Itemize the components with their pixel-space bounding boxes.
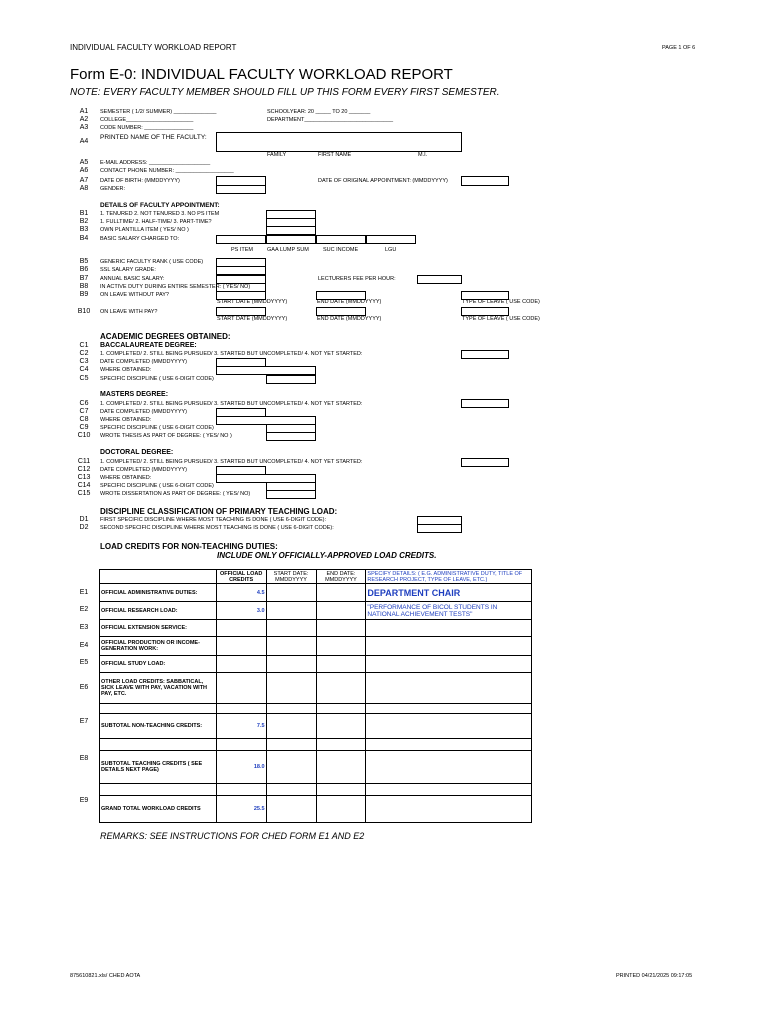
footer-file: 875610821.xls/ CHED AOTA	[70, 973, 141, 979]
department-field[interactable]: DEPARTMENT_____________________________	[267, 117, 394, 123]
load-credits-table	[99, 569, 532, 823]
subtotal-nonteaching-cell[interactable]: 7.5	[216, 714, 266, 739]
other-end-cell[interactable]	[316, 673, 366, 704]
code-b8: B8	[79, 283, 89, 290]
lwop-type-label: TYPE OF LEAVE ( USE CODE)	[462, 299, 540, 305]
code-b9: B9	[79, 291, 89, 298]
masters-discipline-label: SPECIFIC DISCIPLINE ( USE 6-DIGIT CODE)	[100, 425, 214, 431]
extension-end-cell[interactable]	[316, 620, 366, 637]
doctoral-status-label: 1. COMPLETED/ 2. STILL BEING PURSUED/ 3. STARTED BUT UNCOMPLETED/ 4. NOT YET STARTED:	[100, 459, 363, 465]
lwp-start-label: START DATE (MMDDYYYY)	[217, 316, 288, 322]
form-title: Form E-0: INDIVIDUAL FACULTY WORKLOAD REPORT	[70, 66, 453, 83]
code-c12: C12	[77, 466, 91, 473]
plantilla-label: OWN PLANTILLA ITEM ( YES/ NO )	[100, 227, 189, 233]
bacc-status-label: 1. COMPLETED/ 2. STILL BEING PURSUED/ 3. STARTED BUT UNCOMPLETED/ 4. NOT YET STARTED:	[100, 351, 363, 357]
production-credits-cell[interactable]	[216, 637, 266, 656]
rank-label: GENERIC FACULTY RANK ( USE CODE)	[100, 259, 204, 265]
masters-status-label: 1. COMPLETED/ 2. STILL BEING PURSUED/ 3. STARTED BUT UNCOMPLETED/ 4. NOT YET STARTED:	[100, 401, 363, 407]
faculty-name-input[interactable]	[216, 132, 462, 152]
code-c7: C7	[79, 408, 89, 415]
thesis-input[interactable]	[266, 432, 316, 441]
table-corner	[100, 570, 217, 584]
phone-field[interactable]: CONTACT PHONE NUMBER: ___________________	[100, 168, 234, 174]
code-a7: A7	[79, 177, 89, 184]
lwp-end-label: END DATE (MMDDYYYY)	[317, 316, 382, 322]
thesis-label: WROTE THESIS AS PART OF DEGREE: ( YES/ NO )	[100, 433, 232, 439]
appointment-date-label: DATE OF ORIGINAL APPOINTMENT: (MMDDYYYY)	[318, 178, 448, 184]
research-details-cell[interactable]: "PERFORMANCE OF BICOL STUDENTS IN NATIONAL ACHIEVEMENT TESTS"	[366, 602, 532, 620]
footer-printed: PRINTED 04/21/2025 09:17:05	[616, 973, 693, 979]
table-row	[100, 637, 532, 656]
other-credits-cell[interactable]	[216, 673, 266, 704]
code-b2: B2	[79, 218, 89, 225]
extension-start-cell[interactable]	[266, 620, 316, 637]
doctoral-date-label: DATE COMPLETED (MMDDYYYY)	[100, 467, 187, 473]
research-start-cell[interactable]	[266, 602, 316, 620]
production-end-cell[interactable]	[316, 637, 366, 656]
bacc-where-label: WHERE OBTAINED:	[100, 367, 152, 373]
code-e3: E3	[79, 624, 89, 631]
code-a1: A1	[79, 108, 89, 115]
bacc-discipline-label: SPECIFIC DISCIPLINE ( USE 6-DIGIT CODE)	[100, 376, 214, 382]
row-admin-label: OFFICIAL ADMINISTRATIVE DUTIES:	[100, 584, 217, 602]
row-research-label: OFFICIAL RESEARCH LOAD:	[100, 602, 217, 620]
table-row	[100, 584, 532, 602]
admin-start-cell[interactable]	[266, 584, 316, 602]
code-c8: C8	[79, 416, 89, 423]
research-end-cell[interactable]	[316, 602, 366, 620]
employment-type-label: 1. FULLTIME/ 2. HALF-TIME/ 3. PART-TIME?	[100, 219, 212, 225]
plantilla-input[interactable]	[266, 226, 316, 235]
lwop-start-label: START DATE (MMDDYYYY)	[217, 299, 288, 305]
code-e9: E9	[79, 797, 89, 804]
research-credits-cell[interactable]: 3.0	[216, 602, 266, 620]
code-b4: B4	[79, 235, 89, 242]
lgu-label: LGU	[385, 247, 397, 253]
leave-without-pay-label: ON LEAVE WITHOUT PAY?	[100, 292, 169, 298]
degrees-heading: ACADEMIC DEGREES OBTAINED:	[100, 332, 231, 341]
load-credits-heading: LOAD CREDITS FOR NON-TEACHING DUTIES:	[100, 542, 278, 551]
dissertation-input[interactable]	[266, 490, 316, 499]
tenure-label: 1. TENURED 2. NOT TENURED 3. NO PS ITEM	[100, 211, 220, 217]
code-a6: A6	[79, 167, 89, 174]
other-start-cell[interactable]	[266, 673, 316, 704]
second-discipline-input[interactable]	[417, 524, 462, 533]
code-number-field[interactable]: CODE NUMBER: ________________	[100, 125, 194, 131]
row-study-label: OFFICIAL STUDY LOAD:	[100, 656, 217, 673]
masters-date-label: DATE COMPLETED (MMDDYYYY)	[100, 409, 187, 415]
gaa-input[interactable]	[266, 235, 316, 244]
other-details-cell[interactable]	[366, 673, 532, 704]
lwp-type-label: TYPE OF LEAVE ( USE CODE)	[462, 316, 540, 322]
code-a2: A2	[79, 116, 89, 123]
name-first-label: FIRST NAME	[318, 152, 352, 158]
code-c9: C9	[79, 424, 89, 431]
code-b10: B10	[77, 308, 91, 315]
production-details-cell[interactable]	[366, 637, 532, 656]
code-a3: A3	[79, 124, 89, 131]
doctoral-heading: DOCTORAL DEGREE:	[100, 449, 174, 456]
admin-end-cell[interactable]	[316, 584, 366, 602]
bacc-date-label: DATE COMPLETED (MMDDYYYY)	[100, 359, 187, 365]
schoolyear-field[interactable]: SCHOOLYEAR: 20 _____ TO 20 _______	[267, 109, 371, 115]
lwp-start-input[interactable]	[216, 307, 266, 316]
suc-label: SUC INCOME	[323, 247, 359, 253]
code-c2: C2	[79, 350, 89, 357]
bacc-status-input[interactable]	[461, 350, 509, 359]
email-field[interactable]: E-MAIL ADDRESS: ____________________	[100, 160, 211, 166]
code-d2: D2	[79, 524, 89, 531]
annual-salary-label: ANNUAL BASIC SALARY:	[100, 276, 165, 282]
masters-heading: MASTERS DEGREE:	[100, 391, 169, 398]
code-c3: C3	[79, 358, 89, 365]
dob-label: DATE OF BIRTH: (MMDDYYYY)	[100, 178, 180, 184]
table-row	[100, 673, 532, 704]
code-b6: B6	[79, 266, 89, 273]
bacc-where-input[interactable]	[216, 366, 316, 375]
first-discipline-label: FIRST SPECIFIC DISCIPLINE WHERE MOST TEACHING IS DONE ( USE 6-DIGIT CODE):	[100, 517, 327, 523]
code-c13: C13	[77, 474, 91, 481]
gaa-label: GAA LUMP SUM	[267, 247, 309, 253]
code-c5: C5	[79, 375, 89, 382]
code-e2: E2	[79, 606, 89, 613]
name-family-label: FAMILY	[267, 152, 287, 158]
code-c11: C11	[77, 458, 91, 465]
production-start-cell[interactable]	[266, 637, 316, 656]
row-grand-total-label: GRAND TOTAL WORKLOAD CREDITS	[100, 796, 217, 823]
col-start-date: START DATE: MMDDYYYY	[266, 570, 316, 584]
appointment-date-input[interactable]	[461, 176, 509, 186]
grand-total-cell[interactable]: 25.5	[216, 796, 266, 823]
table-spacer-row	[100, 784, 532, 796]
table-spacer-row	[100, 704, 532, 714]
table-row	[100, 714, 532, 739]
gender-label: GENDER:	[100, 186, 126, 192]
load-credits-subheading: INCLUDE ONLY OFFICIALLY-APPROVED LOAD CREDITS.	[217, 551, 437, 560]
admin-credits-cell[interactable]: 4.5	[216, 584, 266, 602]
table-row	[100, 751, 532, 784]
code-a4: A4	[79, 138, 89, 145]
code-c14: C14	[77, 482, 91, 489]
faculty-name-label: PRINTED NAME OF THE FACULTY:	[100, 134, 207, 141]
dissertation-label: WROTE DISSERTATION AS PART OF DEGREE: ( YES/ NO)	[100, 491, 251, 497]
table-row	[100, 620, 532, 637]
form-note: NOTE: EVERY FACULTY MEMBER SHOULD FILL UP THIS FORM EVERY FIRST SEMESTER.	[70, 87, 500, 98]
col-details: SPECIFY DETAILS: ( E.G. ADMINISTRATIVE DUTY, TITLE OF RESEARCH PROJECT, TYPE OF LEAVE, ETC.)	[366, 570, 532, 584]
masters-status-input[interactable]	[461, 399, 509, 408]
table-row	[100, 796, 532, 823]
code-b1: B1	[79, 210, 89, 217]
code-e8: E8	[79, 755, 89, 762]
row-extension-label: OFFICIAL EXTENSION SERVICE:	[100, 620, 217, 637]
gender-input[interactable]	[216, 185, 266, 194]
code-c10: C10	[77, 432, 91, 439]
code-a8: A8	[79, 185, 89, 192]
discipline-heading: DISCIPLINE CLASSIFICATION OF PRIMARY TEACHING LOAD:	[100, 507, 338, 516]
code-b7: B7	[79, 275, 89, 282]
baccalaureate-heading: BACCALAUREATE DEGREE:	[100, 342, 197, 349]
study-end-cell[interactable]	[316, 656, 366, 673]
second-discipline-label: SECOND SPECIFIC DISCIPLINE WHERE MOST TEACHING IS DONE ( USE 6-DIGIT CODE):	[100, 525, 334, 531]
row-other-label: OTHER LOAD CREDITS: SABBATICAL, SICK LEAVE WITH PAY, VACATION WITH PAY, ETC.	[100, 673, 217, 704]
study-start-cell[interactable]	[266, 656, 316, 673]
extension-credits-cell[interactable]	[216, 620, 266, 637]
table-row	[100, 656, 532, 673]
salary-charged-label: BASIC SALARY CHARGED TO:	[100, 236, 180, 242]
col-official-credits: OFFICIAL LOAD CREDITS	[216, 570, 266, 584]
code-a5: A5	[79, 159, 89, 166]
code-d1: D1	[79, 516, 89, 523]
code-c4: C4	[79, 366, 89, 373]
remarks: REMARKS: SEE INSTRUCTIONS FOR CHED FORM E1 AND E2	[100, 831, 365, 841]
code-e6: E6	[79, 684, 89, 691]
appointment-heading: DETAILS OF FACULTY APPOINTMENT:	[100, 202, 220, 209]
admin-details-cell[interactable]: DEPARTMENT CHAIR	[366, 584, 532, 602]
extension-details-cell[interactable]	[366, 620, 532, 637]
row-subtotal-teaching-label: SUBTOTAL TEACHING CREDITS ( SEE DETAILS NEXT PAGE)	[100, 751, 217, 784]
code-e1: E1	[79, 589, 89, 596]
lwop-end-label: END DATE (MMDDYYYY)	[317, 299, 382, 305]
lecturers-fee-label: LECTURERS FEE PER HOUR:	[318, 276, 396, 282]
table-row	[100, 602, 532, 620]
row-production-label: OFFICIAL PRODUCTION OR INCOME-GENERATION WORK:	[100, 637, 217, 656]
name-mi-label: M.I.	[418, 152, 428, 158]
code-c15: C15	[77, 490, 91, 497]
code-b3: B3	[79, 226, 89, 233]
bacc-discipline-input[interactable]	[266, 375, 316, 384]
lecturers-fee-input[interactable]	[417, 275, 462, 284]
doctoral-discipline-label: SPECIFIC DISCIPLINE ( USE 6-DIGIT CODE)	[100, 483, 214, 489]
doctoral-status-input[interactable]	[461, 458, 509, 467]
page-header: INDIVIDUAL FACULTY WORKLOAD REPORT	[70, 43, 237, 52]
code-b5: B5	[79, 258, 89, 265]
semester-field[interactable]: SEMESTER ( 1/2/ SUMMER) ______________	[100, 109, 217, 115]
ps-item-label: PS ITEM	[231, 247, 254, 253]
ps-item-input[interactable]	[216, 235, 266, 244]
lgu-input[interactable]	[366, 235, 416, 244]
suc-income-input[interactable]	[316, 235, 366, 244]
doctoral-where-label: WHERE OBTAINED:	[100, 475, 152, 481]
masters-where-label: WHERE OBTAINED:	[100, 417, 152, 423]
salary-grade-input[interactable]	[216, 266, 266, 275]
code-e4: E4	[79, 642, 89, 649]
col-end-date: END DATE: MMDDYYYY	[316, 570, 366, 584]
code-c1: C1	[79, 342, 89, 349]
study-credits-cell[interactable]	[216, 656, 266, 673]
lwp-type-input[interactable]	[461, 307, 509, 316]
code-c6: C6	[79, 400, 89, 407]
college-field[interactable]: COLLEGE______________________	[100, 117, 194, 123]
code-e5: E5	[79, 659, 89, 666]
page-number: PAGE 1 OF 6	[662, 45, 696, 51]
row-subtotal-nonteaching-label: SUBTOTAL NON-TEACHING CREDITS:	[100, 714, 217, 739]
study-details-cell[interactable]	[366, 656, 532, 673]
salary-grade-label: SSL SALARY GRADE:	[100, 267, 156, 273]
leave-with-pay-label: ON LEAVE WITH PAY?	[100, 309, 158, 315]
active-duty-label: IN ACTIVE DUTY DURING ENTIRE SEMESTER: ( YES/ NO)	[100, 284, 251, 290]
table-spacer-row	[100, 739, 532, 751]
subtotal-teaching-cell[interactable]: 18.0	[216, 751, 266, 784]
code-e7: E7	[79, 718, 89, 725]
lwp-end-input[interactable]	[316, 307, 366, 316]
